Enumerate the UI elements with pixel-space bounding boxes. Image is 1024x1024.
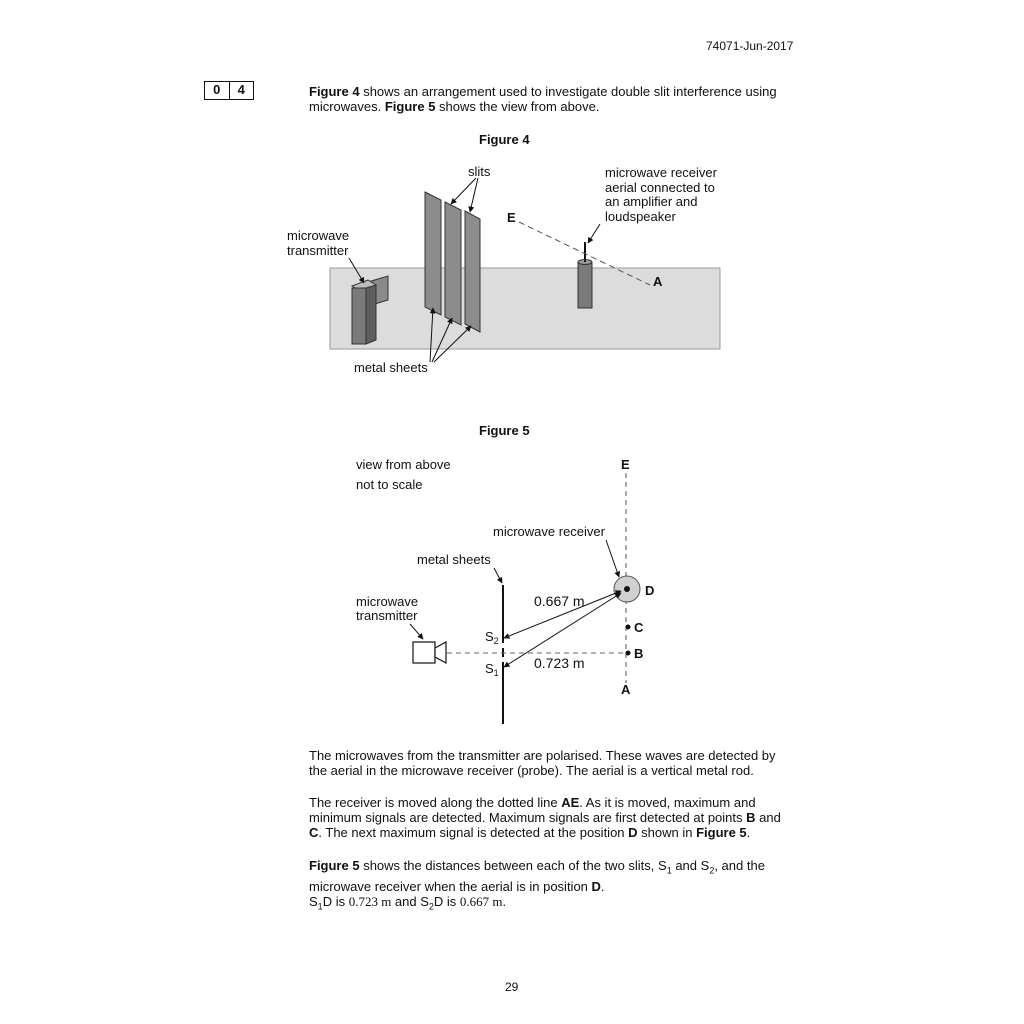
transmitter-side xyxy=(366,285,376,344)
label-receiver-4: loudspeaker xyxy=(605,209,676,224)
question-digit-1: 0 xyxy=(213,82,221,97)
label-slits: slits xyxy=(468,164,491,179)
label-b: B xyxy=(634,646,644,661)
label-s2: $S_2$ xyxy=(485,629,499,646)
label-receiver-top: microwave receiver xyxy=(493,524,605,539)
figure5-caption: Figure 5 xyxy=(479,423,530,438)
label-s1: $S_1$ xyxy=(485,661,499,678)
label-a-top: A xyxy=(621,682,631,697)
transmitter-body xyxy=(352,288,366,344)
label-a: A xyxy=(653,274,663,289)
label-dist-s2d: 0.667 m xyxy=(534,593,585,609)
paragraph-1-line-1: The microwaves from the transmitter are polarised. These waves are detected by xyxy=(309,748,776,763)
intro-figure5-ref: Figure 5 xyxy=(384,99,436,114)
exam-code: 74071-Jun-2017 xyxy=(706,39,794,53)
figure4-diagram xyxy=(0,0,1024,420)
paragraph-2: The receiver is moved along the dotted line AE. As it is moved, maximum and minimum signals are detected. Maximum signals are first detected at points B and C. The next maximum signal is detected at the position D shown in Figure 5. xyxy=(309,795,781,840)
label-dist-s1d: 0.723 m xyxy=(534,655,585,671)
label-e: E xyxy=(507,210,516,225)
metal-sheet-3 xyxy=(465,211,480,332)
metal-sheet-2 xyxy=(445,202,461,325)
label-transmitter-2: transmitter xyxy=(287,243,349,258)
label-transmitter-top-2: transmitter xyxy=(356,608,418,623)
point-c xyxy=(626,625,631,630)
point-b xyxy=(626,651,631,656)
question-digit-2: 4 xyxy=(229,82,254,99)
label-metal-sheets: metal sheets xyxy=(354,360,428,375)
receiver-body xyxy=(578,262,592,308)
label-receiver-2: aerial connected to xyxy=(605,180,715,195)
intro-figure4-ref: Figure 4 xyxy=(309,84,360,99)
paragraph-3: Figure 5 shows the distances between each of the two slits, $S_1$ and $S_2$, and the microwave receiver when the aerial is in position D. $S_1D$ is 0.723 m and $S_2D$ is 0.667 m. xyxy=(309,858,765,912)
metal-sheet-1 xyxy=(425,192,441,315)
label-metal-sheets-top: metal sheets xyxy=(417,552,491,567)
transmitter-top-view xyxy=(413,642,435,663)
page-number: 29 xyxy=(505,980,519,994)
label-receiver-3: an amplifier and xyxy=(605,194,698,209)
label-transmitter-1: microwave xyxy=(287,228,350,243)
scale-note: not to scale xyxy=(356,477,423,492)
view-note: view from above xyxy=(356,457,451,472)
transmitter-horn-top xyxy=(435,642,446,663)
label-d: D xyxy=(645,583,655,598)
intro-text-2: shows the view from above. xyxy=(435,99,600,114)
figure5-diagram xyxy=(0,440,1024,740)
label-e-top: E xyxy=(621,457,630,472)
label-transmitter-top-1: microwave xyxy=(356,594,419,609)
label-receiver-1: microwave receiver xyxy=(605,165,717,180)
figure4-caption: Figure 4 xyxy=(479,132,530,147)
intro-text-1: shows an arrangement used to investigate double slit interference using microwaves. xyxy=(309,84,777,114)
label-c: C xyxy=(634,620,644,635)
paragraph-1 xyxy=(309,748,819,778)
paragraph-1-line-2: the aerial in the microwave receiver (probe). The aerial is a vertical metal rod. xyxy=(309,763,754,778)
point-d xyxy=(624,586,630,592)
